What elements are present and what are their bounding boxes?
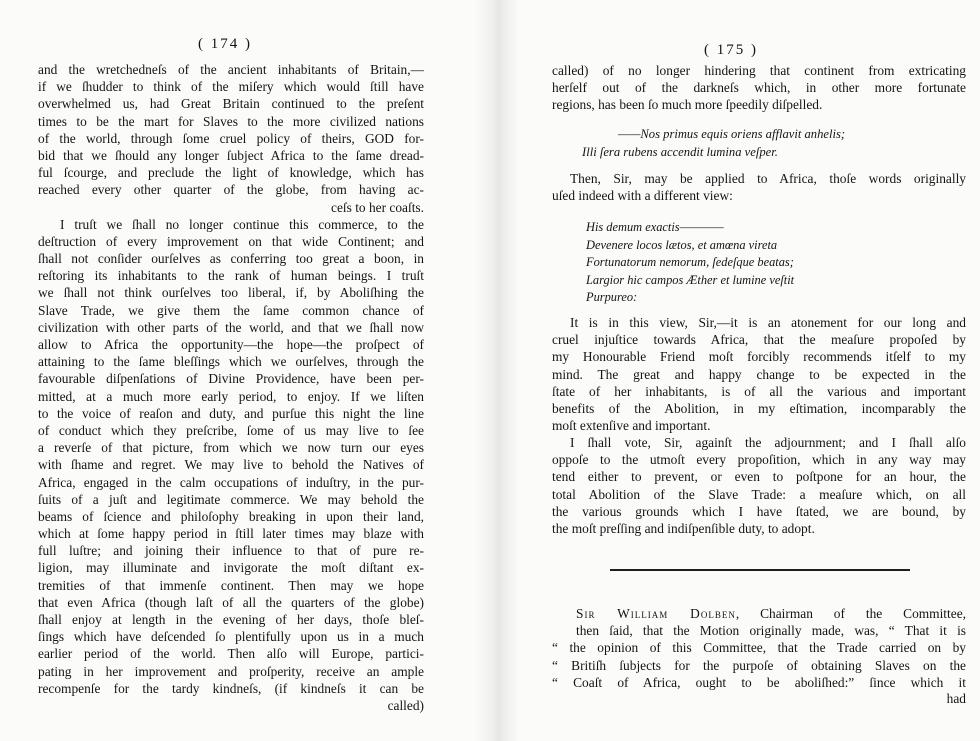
text-line: attaining to the ſame bleſſings which we ourſelves, through the <box>38 354 424 370</box>
page-number-left: ( 174 ) <box>198 36 252 52</box>
text-line: a reverſe of that picture, from which we now turn our eyes <box>38 440 424 456</box>
text-line: ſings which have deſcended ſo plentifully upon us in a much <box>38 629 424 645</box>
catchword-block <box>552 690 966 707</box>
text-line: moſt extenſive and important. <box>552 418 711 434</box>
quote-line: Fortunatorum nemorum, ſedeſque beatas; <box>586 255 794 269</box>
text-line: ligion, may illuminate and invigorate the moſt diſtant ex- <box>38 560 424 576</box>
text-line: ſtate of her inhabitants, is of all the various and important <box>552 383 966 399</box>
text-line: allow to Africa the opportunity—the hope—the proſpect of <box>38 337 424 352</box>
paragraph-applied-to-africa <box>552 170 966 204</box>
text-line: reached every other quarter of the globe, from having ac- <box>38 182 424 198</box>
text-line: we ſhall not think ourſelves too liberal, if, by Aboliſhing the <box>38 285 424 301</box>
speech-first-line <box>552 605 966 622</box>
text-line: to the voice of reaſon and duty, and purſue this night the line <box>38 405 424 421</box>
text-line: I ſhall vote, Sir, againſt the adjournment; and I ſhall alſo <box>570 435 966 450</box>
text-line: my Honourable Friend moſt forcibly recommends itſelf to my <box>552 349 966 365</box>
text-line: if we ſhudder to think of the miſery which would ſtill have <box>38 79 424 95</box>
text-line: of conduct which they preſcribe, ſome of us may live to ſee <box>38 422 424 438</box>
speaker-name: Sir William Dolben <box>576 606 736 621</box>
paragraph-dolben-speech <box>552 605 966 691</box>
text-line: reſtoring its inhabitants to the rank of human beings. I truſt <box>38 268 424 284</box>
text-line: benefits of the Abolition, in my eſtimation, incomparably the <box>552 400 966 416</box>
text-line: the various grounds which I have ſtated, we are bound, by <box>552 503 966 519</box>
text-line: earlier period of the world. Then alſo will Europe, partici- <box>38 646 424 662</box>
text-line: beams of ſcience and philoſophy breaking in upon their land, <box>38 508 424 524</box>
latin-quotation-1 <box>582 126 902 161</box>
quote-line: Purpureo: <box>586 290 638 304</box>
left-page <box>0 0 470 741</box>
quote-line: Illi ſera rubens accendit lumina veſper. <box>582 144 778 159</box>
text-line: the moſt preſſing and indiſpenſible duty, to adopt. <box>552 520 815 536</box>
book-gutter <box>474 0 518 741</box>
text-line: uſed indeed with a different view: <box>552 188 733 204</box>
quote-line: ——Nos primus equis oriens afflavit anhelis; <box>618 127 846 141</box>
text-line: mind. The great and happy change to be expected in the <box>552 366 966 382</box>
text-line: Then, Sir, may be applied to Africa, thoſe words originally <box>570 171 966 186</box>
text-line: mitted, at a much more early period, to enjoy. If we liſten <box>38 388 424 404</box>
text-line: of the world, through ſome cruel policy of theirs, GOD for- <box>38 130 424 146</box>
text-line: pating in her improvement and proſperity, receive an ample <box>38 663 424 679</box>
paragraph-vote <box>552 434 966 537</box>
text-line: civilization with other parts of the world, and that we ſhall now <box>38 319 424 335</box>
text-line: “ the opinion of this Committee, that the Trade carried on by <box>552 640 966 656</box>
text-line: ſhall enjoy at length in the evening of her days, thoſe bleſ- <box>38 612 424 627</box>
text-line: regions, has been ſo much more ſpeedily diſpelled. <box>552 97 823 113</box>
text-line: ſhall not conſider ourſelves as conferring too great a boon, in <box>38 251 424 267</box>
text-line: herſelf out of the darkneſs which, in other more fortunate <box>552 80 966 96</box>
text-line: called) of no longer hindering that continent from extricating <box>552 63 966 78</box>
text-line: which at ſome happy period in ſtill later times may blaze with <box>38 526 424 542</box>
speech-first-line-rest: , Chairman of the Committee, <box>735 606 966 621</box>
text-line: “ Britiſh ſubjects for the purpoſe of obtaining Slaves on the <box>552 657 966 673</box>
text-line: full luſtre; and joining their influence to that of pure re- <box>38 543 424 559</box>
left-page-text <box>38 61 424 714</box>
page-number-right: ( 175 ) <box>704 42 758 58</box>
text-line: tremities of that immenſe continent. Then may we hope <box>38 577 424 593</box>
text-line: total Abolition of the Slave Trade: a meaſure which, on all <box>552 486 966 502</box>
text-line: cruel injuſtice towards Africa, that the meaſure propoſed by <box>552 332 966 348</box>
text-line: favourable diſpenſations of Divine Providence, have been per- <box>38 371 424 387</box>
text-line: “ Coaſt of Africa, ought to be aboliſhed:” ſince which it <box>552 674 966 690</box>
text-line: with ſhame and regret. We may live to behold the Natives of <box>38 457 424 473</box>
text-line: I truſt we ſhall no longer continue this commerce, to the <box>60 216 424 232</box>
paragraph-atonement <box>552 314 966 434</box>
text-line: Africa, engaged in the calm occupations of induſtry, in the pur- <box>38 474 424 490</box>
text-line: tend either to prevent, or even to poſtpone for an hour, the <box>552 469 966 485</box>
text-line: that even Africa (though laſt of all the quarters of the globe) <box>38 594 424 610</box>
text-line: oppoſe to the utmoſt every propoſition, which in any way may <box>552 452 966 468</box>
text-line: bid that we ſhould any longer ſubject Africa to the ſame dread- <box>38 147 424 163</box>
text-line: called) <box>387 697 424 713</box>
quote-line: Devenere locos lætos, et amœna vireta <box>586 237 778 252</box>
latin-quotation-2 <box>586 219 886 307</box>
text-line: Slave Trade, we give them the ſame common chance of <box>38 302 424 318</box>
text-line: recompenſe for the tardy kindneſs, (if kindneſs it can be <box>38 680 424 696</box>
quote-line: Largior hic campos Æther et lumine veſtit <box>586 272 795 287</box>
text-line: times to be the mart for Slaves to the more civilized nations <box>38 113 424 129</box>
text-line: and the wretchedneſs of the ancient inhabitants of Britain,— <box>38 62 424 77</box>
right-page <box>522 0 980 741</box>
section-divider-rule <box>610 569 910 571</box>
text-line: deſtruction of every improvement on that wide Continent; and <box>38 233 424 249</box>
text-line: ſuits of a juſt and legitimate commerce. We may behold the <box>38 491 424 507</box>
text-line: ceſs to her coaſts. <box>331 199 424 215</box>
text-line: ful ſcourge, and preclude the light of knowledge, which has <box>38 165 424 181</box>
catchword: had <box>946 691 966 706</box>
text-line: overwhelmed us, had Great Britain continued to the preſent <box>38 96 424 112</box>
text-line: It is in this view, Sir,—it is an atonement for our long and <box>570 315 966 330</box>
text-line: then ſaid, that the Motion originally made, was, “ That it is <box>576 623 966 639</box>
quote-line: His demum exactis———— <box>586 220 724 234</box>
paragraph-continuation <box>552 62 966 114</box>
